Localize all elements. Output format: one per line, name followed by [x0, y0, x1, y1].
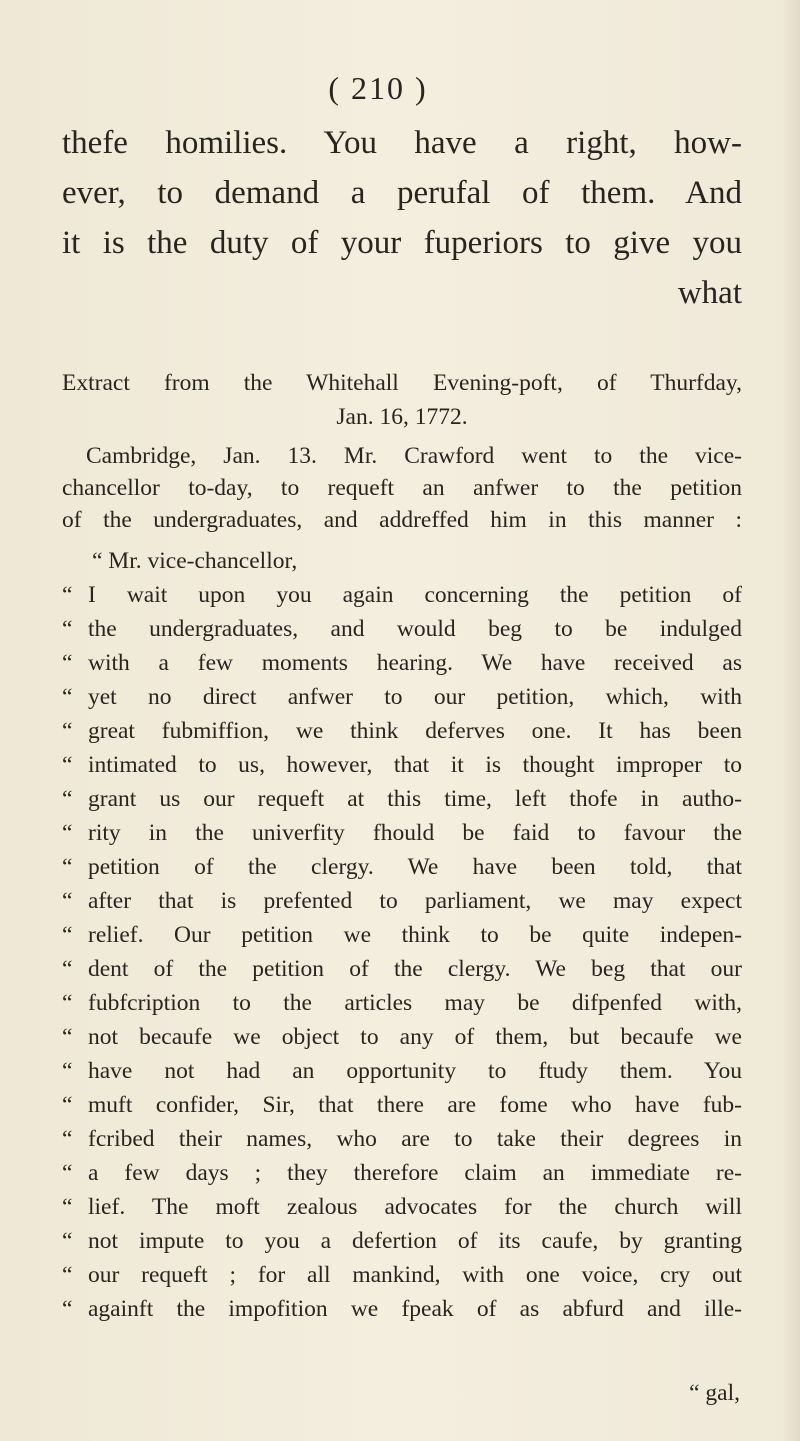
quote-mark: “ [62, 854, 73, 880]
quote-mark: “ [62, 752, 73, 778]
letter-line-text: againft the impofition we fpeak of as abfurd and ille- [88, 1296, 742, 1322]
intro-line: it is the duty of your fuperiors to give you [62, 225, 742, 261]
letter-line [62, 1292, 742, 1326]
quote-mark: “ [62, 1296, 73, 1322]
letter-line [62, 714, 742, 748]
quote-mark: “ [62, 820, 73, 846]
letter-line [62, 578, 742, 612]
quote-mark: “ [62, 1194, 73, 1220]
letter-line [62, 952, 742, 986]
quote-mark: “ [62, 616, 73, 642]
letter-line-text: not impute to you a defertion of its caufe, by granting [88, 1228, 742, 1254]
page-number: ( 210 ) [328, 70, 428, 106]
letter-line [62, 1156, 742, 1190]
quote-mark: “ [62, 1160, 73, 1186]
letter-line [62, 782, 742, 816]
quote-mark: “ [62, 1228, 73, 1254]
paragraph-line: Cambridge, Jan. 13. Mr. Crawford went to the vice- [86, 443, 742, 469]
letter-line-text: yet no direct anfwer to our petition, which, with [88, 684, 742, 710]
quote-mark: “ [62, 1092, 73, 1118]
letter-line [62, 1054, 742, 1088]
letter-line [62, 850, 742, 884]
page-edge-shadow [782, 0, 800, 1441]
salutation: “ Mr. vice-chancellor, [92, 548, 298, 574]
letter-line [62, 986, 742, 1020]
letter-line-text: not becaufe we object to any of them, but becaufe we [88, 1024, 742, 1050]
letter-line-text: fubfcription to the articles may be difpenfed with, [88, 990, 742, 1016]
intro-line: what [677, 275, 742, 311]
paragraph-line: of the undergraduates, and addreffed him in this manner : [62, 507, 742, 533]
letter-line-text: rity in the univerfity fhould be faid to favour the [88, 820, 742, 846]
extract-heading-date: Jan. 16, 1772. [336, 404, 468, 430]
quote-mark: “ [62, 718, 73, 744]
letter-line [62, 1122, 742, 1156]
letter-line [62, 918, 742, 952]
intro-line: thefe homilies. You have a right, how- [62, 125, 742, 161]
catchword: “ gal, [689, 1380, 740, 1406]
intro-line: ever, to demand a perufal of them. And [62, 175, 742, 211]
quote-mark: “ [62, 650, 73, 676]
extract-heading [62, 366, 742, 434]
letter-line-text: I wait upon you again concerning the petition of [88, 582, 742, 608]
quote-mark: “ [62, 1126, 73, 1152]
letter-line-text: after that is prefented to parliament, we may expect [88, 888, 742, 914]
quote-mark: “ [62, 956, 73, 982]
letter-line [62, 646, 742, 680]
letter-line [62, 884, 742, 918]
letter-line [62, 1258, 742, 1292]
letter-line-text: intimated to us, however, that it is thought improper to [88, 752, 742, 778]
letter-line-text: have not had an opportunity to ftudy them. You [88, 1058, 742, 1084]
quote-mark: “ [62, 786, 73, 812]
letter-block [62, 544, 742, 1326]
letter-line-text: lief. The moft zealous advocates for the church will [88, 1194, 742, 1220]
quote-mark: “ [62, 1058, 73, 1084]
intro-text [62, 118, 742, 318]
letter-line-text: fcribed their names, who are to take their degrees in [88, 1126, 742, 1152]
letter-line [62, 816, 742, 850]
letter-line-text: petition of the clergy. We have been told, that [88, 854, 742, 880]
extract-heading-line: Extract from the Whitehall Evening-poft, of Thurfday, [62, 370, 742, 396]
letter-line-text: the undergraduates, and would beg to be indulged [88, 616, 742, 642]
quote-mark: “ [62, 684, 73, 710]
quote-mark: “ [62, 922, 73, 948]
letter-line [62, 748, 742, 782]
letter-line [62, 1020, 742, 1054]
letter-body [62, 578, 742, 1326]
quote-mark: “ [62, 990, 73, 1016]
letter-line [62, 680, 742, 714]
quote-mark: “ [62, 888, 73, 914]
letter-line [62, 1224, 742, 1258]
letter-line-text: grant us our requeft at this time, left thofe in autho- [88, 786, 742, 812]
letter-line-text: with a few moments hearing. We have received as [88, 650, 742, 676]
letter-line-text: muft confider, Sir, that there are fome who have fub- [88, 1092, 742, 1118]
letter-line-text: great fubmiffion, we think deferves one. It has been [88, 718, 742, 744]
letter-line [62, 612, 742, 646]
quote-mark: “ [62, 582, 73, 608]
letter-line-text: relief. Our petition we think to be quite indepen- [88, 922, 742, 948]
paragraph-line: chancellor to-day, to requeft an anfwer to the petition [62, 475, 742, 501]
letter-line-text: a few days ; they therefore claim an immediate re- [88, 1160, 742, 1186]
letter-line-text: dent of the petition of the clergy. We beg that our [88, 956, 742, 982]
intro-paragraph [62, 440, 742, 536]
quote-mark: “ [62, 1262, 73, 1288]
letter-line [62, 1088, 742, 1122]
letter-line [62, 1190, 742, 1224]
quote-mark: “ [62, 1024, 73, 1050]
letter-line-text: our requeft ; for all mankind, with one voice, cry out [88, 1262, 742, 1288]
